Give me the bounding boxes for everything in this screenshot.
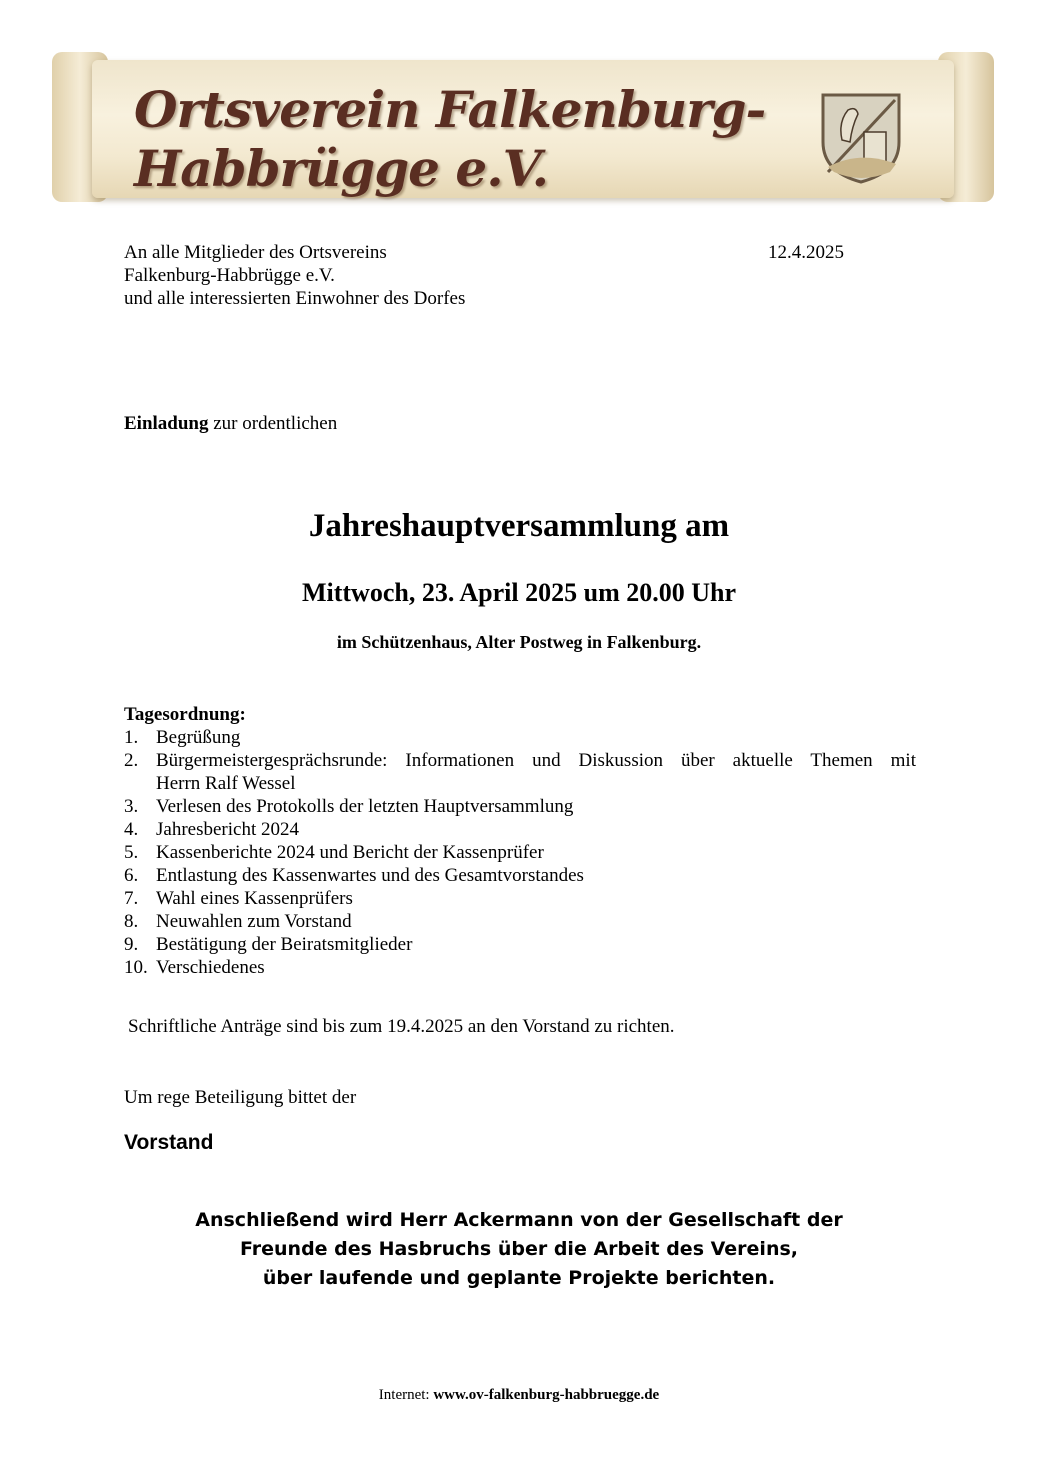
agenda-item: [124, 864, 916, 887]
agenda-item-number: 7.: [124, 888, 139, 909]
meeting-datetime: Mittwoch, 23. April 2025 um 20.00 Uhr: [301, 578, 737, 607]
recipient-address: [124, 241, 465, 310]
agenda-item-number: 6.: [124, 865, 139, 886]
agenda-item-number: 4.: [124, 819, 139, 840]
letter-date: 12.4.2025: [768, 242, 844, 263]
address-line: Falkenburg-Habbrügge e.V.: [124, 265, 335, 286]
address-line: An alle Mitglieder des Ortsvereins: [124, 242, 387, 263]
website-link[interactable]: www.ov-falkenburg-habbruegge.de: [433, 1387, 660, 1403]
agenda-item-text: Verschiedenes: [156, 957, 265, 978]
agenda-item-number: 10.: [124, 957, 148, 978]
agenda-item-text: Kassenberichte 2024 und Bericht der Kassenprüfer: [156, 842, 544, 863]
agenda-item: [124, 933, 916, 956]
note-line: Anschließend wird Herr Ackermann von der Gesellschaft der: [195, 1209, 843, 1231]
agenda-item-number: 1.: [124, 727, 139, 748]
agenda-item: [124, 795, 916, 818]
agenda-item-continuation: Herrn Ralf Wessel: [156, 773, 296, 794]
closing-line: Um rege Beteiligung bittet der: [124, 1087, 357, 1108]
footer-label: Internet:: [378, 1387, 434, 1403]
invitation-bold: Einladung: [124, 413, 209, 434]
note-line: über laufende und geplante Projekte berichten.: [262, 1267, 776, 1289]
agenda-item-number: 2.: [124, 750, 139, 771]
club-name-logo: Ortsverein Falkenburg-Habbrügge e.V.: [134, 80, 766, 198]
agenda-item-text: Begrüßung: [156, 727, 241, 748]
agenda-list: [124, 726, 916, 979]
invitation-line: [124, 412, 337, 435]
agenda-item-number: 8.: [124, 911, 139, 932]
agenda-item-text: Wahl eines Kassenprüfers: [156, 888, 353, 909]
agenda-item-text: Jahresbericht 2024: [156, 819, 299, 840]
agenda-item-text: Bürgermeistergesprächsrunde: Informationen und Diskussion über aktuelle Themen mit: [156, 750, 916, 771]
note-line: Freunde des Hasbruchs über die Arbeit des Vereins,: [240, 1238, 798, 1260]
agenda-item-text: Verlesen des Protokolls der letzten Hauptversammlung: [156, 796, 574, 817]
agenda-item: [124, 726, 916, 749]
agenda-item-text: Bestätigung der Beiratsmitglieder: [156, 934, 413, 955]
agenda-item-text: Entlastung des Kassenwartes und des Gesamtvorstandes: [156, 865, 584, 886]
agenda-item: [124, 887, 916, 910]
invitation-rest: zur ordentlichen: [208, 413, 338, 434]
coat-of-arms-icon: [820, 92, 902, 184]
agenda-item: [124, 910, 916, 933]
address-line: und alle interessierten Einwohner des Dorfes: [124, 288, 466, 309]
footer: [0, 1387, 1038, 1404]
agenda-item: [124, 818, 916, 841]
agenda-heading: Tagesordnung:: [124, 704, 246, 725]
agenda-item: [124, 749, 916, 772]
speaker-note: [0, 1206, 1038, 1293]
meeting-title: Jahreshauptversammlung am: [308, 508, 730, 544]
agenda-item-number: 5.: [124, 842, 139, 863]
agenda-item-text: Neuwahlen zum Vorstand: [156, 911, 352, 932]
agenda-item-number: 9.: [124, 934, 139, 955]
agenda-item: [124, 841, 916, 864]
proposals-note: Schriftliche Anträge sind bis zum 19.4.2025 an den Vorstand zu richten.: [128, 1016, 675, 1037]
meeting-location: im Schützenhaus, Alter Postweg in Falkenburg.: [336, 632, 702, 652]
signature: Vorstand: [124, 1131, 214, 1154]
header-banner: [52, 52, 994, 204]
agenda-item: [124, 956, 916, 979]
agenda-item-number: 3.: [124, 796, 139, 817]
